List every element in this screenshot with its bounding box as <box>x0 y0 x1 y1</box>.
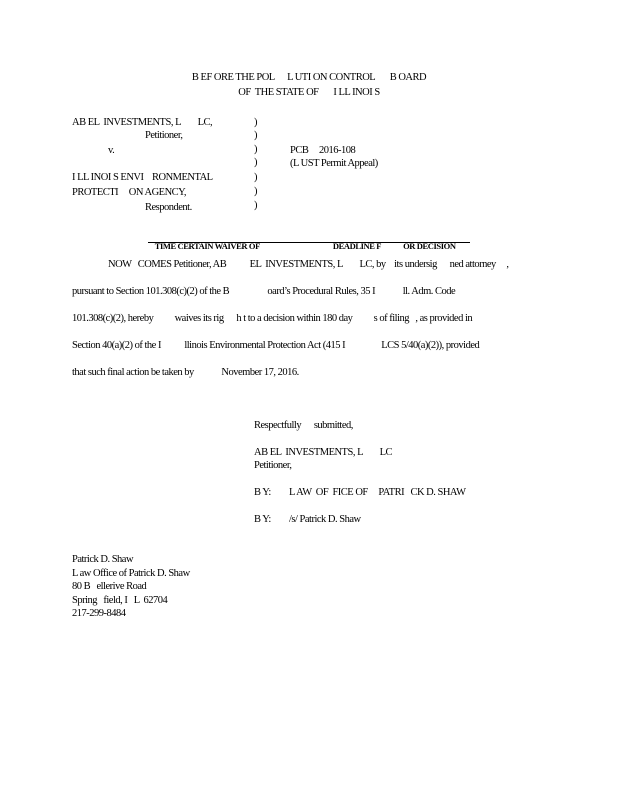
by-label-1: B Y: <box>254 487 271 498</box>
caption-paren: ) <box>254 130 258 141</box>
respondent-name-line-1: I LL INOI S ENVI RONMENTAL <box>72 172 213 183</box>
caption-paren: ) <box>254 200 258 211</box>
heading-part-1: TIME CERTAIN WAIVER OF <box>154 240 260 251</box>
heading-part-2: DEADLINE F <box>332 240 382 251</box>
caption-paren: ) <box>254 157 258 168</box>
attorney-firm: L aw Office of Patrick D. Shaw <box>72 568 190 579</box>
caption-paren: ) <box>254 172 258 183</box>
attorney-city: Spring field, I L 62704 <box>72 595 168 606</box>
attorney-name: Patrick D. Shaw <box>72 554 134 565</box>
by-value-1: L AW OF FICE OF PATRI CK D. SHAW <box>289 487 466 498</box>
heading-part-3: OR DECISION <box>403 240 456 251</box>
respondent-name-line-2: PROTECTI ON AGENCY, <box>72 187 187 198</box>
heading-underline <box>148 242 470 243</box>
board-title-line-1: B EF ORE THE POL L UTI ON CONTROL B OARD <box>191 72 427 83</box>
signature-role: Petitioner, <box>254 460 292 471</box>
versus-label: v. <box>108 145 115 156</box>
by-label-2: B Y: <box>254 514 271 525</box>
petitioner-name: AB EL INVESTMENTS, L LC, <box>72 117 213 128</box>
attorney-street: 80 B ellerive Road <box>72 581 147 592</box>
signature-party: AB EL INVESTMENTS, L LC <box>254 447 393 458</box>
caption-paren: ) <box>254 186 258 197</box>
case-type: (L UST Permit Appeal) <box>290 158 378 169</box>
attorney-phone: 217-299-8484 <box>72 608 126 619</box>
case-number: PCB 2016-108 <box>290 145 356 156</box>
respondent-role: Respondent. <box>145 202 192 213</box>
body-line-5: that such final action be taken by November 17, 2016. <box>72 367 299 378</box>
signature-closing: Respectfully submitted, <box>254 420 353 431</box>
body-line-2: pursuant to Section 101.308(c)(2) of the B oard’s Procedural Rules, 35 I ll. Adm. Code <box>72 286 456 297</box>
body-line-4: Section 40(a)(2) of the I llinois Environmental Protection Act (415 I LCS 5/40(a)(2)), provided <box>72 340 480 351</box>
caption-paren: ) <box>254 117 258 128</box>
body-line-1: NOW COMES Petitioner, AB EL INVESTMENTS, L LC, by its undersig ned attorney , <box>108 259 509 270</box>
caption-paren: ) <box>254 144 258 155</box>
petitioner-role: Petitioner, <box>145 130 183 141</box>
body-line-3: 101.308(c)(2), hereby waives its rig h t to a decision within 180 day s of filing , as provided in <box>72 313 473 324</box>
document-heading <box>148 233 470 259</box>
electronic-signature: /s/ Patrick D. Shaw <box>289 514 361 525</box>
board-title-line-2: OF THE STATE OF I LL INOI S <box>238 87 380 98</box>
